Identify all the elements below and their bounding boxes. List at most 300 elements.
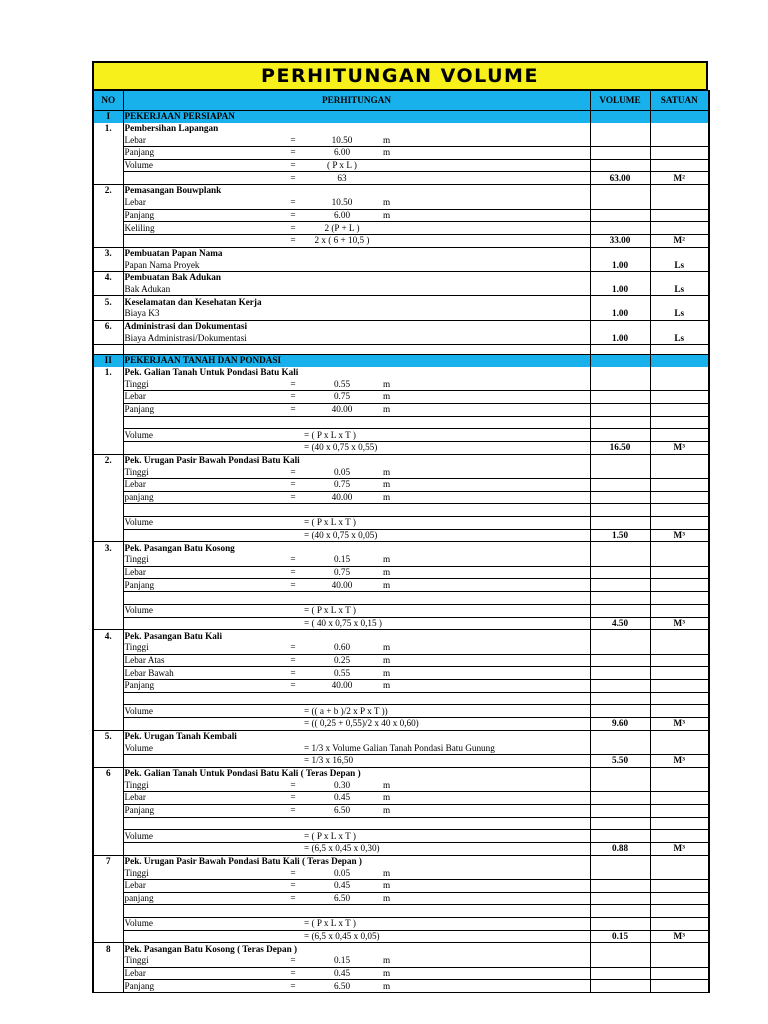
calc-value: 40.00 — [303, 491, 381, 504]
calc-rest — [402, 416, 590, 429]
calc-rest — [402, 172, 590, 185]
calc-satuan — [650, 779, 709, 791]
calc-no — [93, 554, 123, 566]
calc-value — [303, 308, 381, 320]
calc-satuan: Ls — [650, 259, 709, 271]
calc-rest — [402, 692, 590, 705]
calc-unit: m — [381, 667, 402, 680]
calc-unit — [381, 817, 402, 830]
calc-row — [93, 466, 709, 478]
calc-unit: m — [381, 466, 402, 478]
calc-volume — [590, 667, 650, 680]
calc-no — [93, 466, 123, 478]
blank-row — [93, 416, 709, 429]
calc-equals: = — [283, 147, 303, 160]
calc-volume: 1.00 — [590, 259, 650, 271]
blank-row — [93, 504, 709, 517]
calc-label: Lebar Bawah — [123, 667, 283, 680]
calc-row — [93, 967, 709, 980]
item-title: Administrasi dan Dokumentasi — [123, 320, 590, 332]
calc-equals: = — [283, 378, 303, 390]
calc-volume — [590, 478, 650, 491]
item-number: 8 — [93, 943, 123, 955]
calc-unit — [381, 504, 402, 517]
calc-row — [93, 867, 709, 879]
calc-rest — [402, 332, 590, 344]
calc-label — [123, 842, 303, 855]
item-title: Pek. Galian Tanah Untuk Pondasi Batu Kali — [123, 367, 590, 379]
calc-satuan — [650, 579, 709, 592]
calc-value: 6.00 — [303, 147, 381, 160]
spacer-row — [93, 345, 709, 355]
calc-satuan — [650, 679, 709, 692]
calc-equals: = — [283, 391, 303, 404]
calc-value: 0.05 — [303, 867, 381, 879]
item-number: 3. — [93, 542, 123, 554]
calc-no — [93, 172, 123, 185]
calc-unit: m — [381, 980, 402, 993]
calc-no — [93, 955, 123, 967]
calc-row — [93, 134, 709, 146]
calc-no — [93, 403, 123, 416]
calc-volume: 33.00 — [590, 234, 650, 247]
calc-satuan — [650, 892, 709, 905]
item-number: 7 — [93, 855, 123, 867]
calc-label: Volume — [123, 159, 283, 172]
calc-value — [303, 332, 381, 344]
calc-value: 0.45 — [303, 879, 381, 892]
calc-equals — [283, 504, 303, 517]
item-number: 2. — [93, 454, 123, 466]
calc-value: 0.15 — [303, 955, 381, 967]
calc-label — [123, 529, 303, 542]
calc-row — [93, 234, 709, 247]
item-number: 2. — [93, 185, 123, 197]
calc-volume — [590, 654, 650, 667]
calc-satuan: M³ — [650, 930, 709, 943]
calc-value: 6.50 — [303, 892, 381, 905]
calc-value: 40.00 — [303, 579, 381, 592]
calc-row — [93, 718, 709, 731]
blank-row — [93, 905, 709, 918]
section-satuan — [650, 355, 709, 367]
calc-equals — [283, 308, 303, 320]
calc-value — [303, 504, 381, 517]
calc-satuan — [650, 554, 709, 566]
calc-no — [93, 980, 123, 993]
calc-label: Volume — [123, 604, 303, 617]
item-title: Pembersihan Lapangan — [123, 123, 590, 135]
calc-unit: m — [381, 209, 402, 222]
calc-equals — [283, 416, 303, 429]
blank-row — [93, 817, 709, 830]
calc-no — [93, 817, 123, 830]
calc-rest — [402, 566, 590, 579]
item-satuan — [650, 767, 709, 779]
item-satuan — [650, 247, 709, 259]
calc-satuan — [650, 466, 709, 478]
calc-unit — [381, 692, 402, 705]
header-volume: VOLUME — [590, 91, 650, 111]
calc-row — [93, 792, 709, 805]
calc-equals: = — [283, 980, 303, 993]
calc-satuan: M³ — [650, 529, 709, 542]
calc-volume — [590, 879, 650, 892]
calc-no — [93, 842, 123, 855]
calc-value — [303, 416, 381, 429]
sheet-title: PERHITUNGAN VOLUME — [92, 61, 708, 90]
calc-row — [93, 842, 709, 855]
calc-rest — [402, 955, 590, 967]
calc-volume — [590, 566, 650, 579]
calc-equals — [283, 284, 303, 296]
calc-no — [93, 718, 123, 731]
calc-rest — [402, 378, 590, 390]
calc-no — [93, 755, 123, 768]
calc-satuan — [650, 416, 709, 429]
calc-volume — [590, 504, 650, 517]
calc-value: 0.15 — [303, 554, 381, 566]
calc-no — [93, 905, 123, 918]
calc-rest — [402, 197, 590, 209]
item-title-row — [93, 630, 709, 642]
calc-row — [93, 755, 709, 768]
calc-volume: 1.50 — [590, 529, 650, 542]
calc-rest — [402, 579, 590, 592]
calc-value — [303, 817, 381, 830]
calc-label: Tinggi — [123, 642, 283, 654]
calc-volume — [590, 779, 650, 791]
calc-no — [93, 147, 123, 160]
calc-value: 6.50 — [303, 804, 381, 817]
item-title-row — [93, 730, 709, 742]
calc-row — [93, 554, 709, 566]
calc-label: Tinggi — [123, 955, 283, 967]
volume-table — [92, 90, 710, 993]
calc-unit: m — [381, 579, 402, 592]
calc-rest — [402, 879, 590, 892]
no-cell — [93, 345, 123, 355]
calc-volume — [590, 892, 650, 905]
calc-equals: = — [283, 134, 303, 146]
calc-rest — [402, 391, 590, 404]
item-title-row — [93, 320, 709, 332]
calc-equals — [283, 692, 303, 705]
calc-label: Biaya Administrasi/Dokumentasi — [123, 332, 283, 344]
calc-label: Biaya K3 — [123, 308, 283, 320]
section-row — [93, 355, 709, 367]
item-number: 5. — [93, 730, 123, 742]
item-number: 1. — [93, 123, 123, 135]
volume-cell — [590, 345, 650, 355]
calc-label: panjang — [123, 892, 283, 905]
calc-label: panjang — [123, 491, 283, 504]
item-number: 3. — [93, 247, 123, 259]
calc-rest — [402, 804, 590, 817]
calc-equals: = — [283, 667, 303, 680]
calc-volume: 1.00 — [590, 332, 650, 344]
calc-unit: m — [381, 391, 402, 404]
item-title-row — [93, 367, 709, 379]
calc-satuan: M² — [650, 234, 709, 247]
item-title-row — [93, 767, 709, 779]
item-title: Pek. Urugan Pasir Bawah Pondasi Batu Kali ( Teras Depan ) — [123, 855, 590, 867]
calc-row — [93, 441, 709, 454]
calc-value: ( P x L ) — [303, 159, 381, 172]
calc-satuan — [650, 705, 709, 718]
calc-label: Tinggi — [123, 867, 283, 879]
calc-row — [93, 930, 709, 943]
calc-label: Lebar — [123, 478, 283, 491]
calc-volume: 63.00 — [590, 172, 650, 185]
item-satuan — [650, 271, 709, 283]
calc-row — [93, 332, 709, 344]
item-title: Pek. Pasangan Batu Kosong ( Teras Depan ) — [123, 943, 590, 955]
calc-satuan — [650, 592, 709, 605]
calc-label — [123, 441, 303, 454]
calc-equals: = — [283, 222, 303, 235]
calc-row — [93, 517, 709, 530]
blank-row — [93, 692, 709, 705]
calc-label — [123, 592, 283, 605]
calc-row — [93, 642, 709, 654]
calc-unit: m — [381, 147, 402, 160]
calc-row — [93, 617, 709, 630]
item-satuan — [650, 855, 709, 867]
calc-value: 0.55 — [303, 667, 381, 680]
calc-satuan — [650, 391, 709, 404]
calc-volume — [590, 867, 650, 879]
calc-unit: m — [381, 967, 402, 980]
calc-value: 0.60 — [303, 642, 381, 654]
calc-unit — [381, 234, 402, 247]
calc-satuan: Ls — [650, 284, 709, 296]
calc-label: Tinggi — [123, 554, 283, 566]
calc-equals: = — [283, 579, 303, 592]
calc-unit — [381, 222, 402, 235]
calc-formula: = (( a + b )/2 x P x T )) — [303, 705, 590, 718]
calc-rest — [402, 308, 590, 320]
calc-equals: = — [283, 197, 303, 209]
calc-equals: = — [283, 679, 303, 692]
calc-value: 0.75 — [303, 391, 381, 404]
calc-no — [93, 892, 123, 905]
calc-volume — [590, 378, 650, 390]
calc-satuan — [650, 955, 709, 967]
calc-formula: = (40 x 0,75 x 0,55) — [303, 441, 590, 454]
calc-label — [123, 692, 283, 705]
item-satuan — [650, 185, 709, 197]
calc-value: 0.25 — [303, 654, 381, 667]
calc-equals: = — [283, 491, 303, 504]
calc-equals: = — [283, 209, 303, 222]
calc-equals — [283, 259, 303, 271]
calc-equals: = — [283, 879, 303, 892]
calc-satuan — [650, 159, 709, 172]
calc-satuan — [650, 566, 709, 579]
calc-volume — [590, 742, 650, 754]
calc-rest — [402, 504, 590, 517]
item-title: Pembuatan Papan Nama — [123, 247, 590, 259]
item-volume — [590, 123, 650, 135]
calc-equals: = — [283, 554, 303, 566]
calc-label: Lebar — [123, 967, 283, 980]
calc-satuan — [650, 980, 709, 993]
calc-row — [93, 804, 709, 817]
calc-unit — [381, 284, 402, 296]
calc-row — [93, 259, 709, 271]
item-number: 4. — [93, 271, 123, 283]
calc-volume — [590, 792, 650, 805]
calc-label: Volume — [123, 517, 303, 530]
calc-satuan: Ls — [650, 308, 709, 320]
calc-row — [93, 830, 709, 843]
calc-row — [93, 403, 709, 416]
calc-value: 0.45 — [303, 967, 381, 980]
calc-formula: = (6,5 x 0,45 x 0,30) — [303, 842, 590, 855]
calc-unit: m — [381, 566, 402, 579]
calc-volume — [590, 147, 650, 160]
item-satuan — [650, 730, 709, 742]
calc-unit: m — [381, 792, 402, 805]
calc-unit — [381, 905, 402, 918]
calc-row — [93, 579, 709, 592]
calc-volume — [590, 134, 650, 146]
calc-satuan — [650, 147, 709, 160]
calc-unit: m — [381, 134, 402, 146]
calc-label — [123, 416, 283, 429]
calc-label: Lebar — [123, 792, 283, 805]
calc-volume: 1.00 — [590, 308, 650, 320]
item-number: 1. — [93, 367, 123, 379]
item-title-row — [93, 123, 709, 135]
section-volume — [590, 355, 650, 367]
item-title: Pek. Urugan Tanah Kembali — [123, 730, 590, 742]
item-satuan — [650, 367, 709, 379]
calc-volume: 1.00 — [590, 284, 650, 296]
calc-label — [123, 905, 283, 918]
section-number: I — [93, 111, 123, 123]
calc-row — [93, 478, 709, 491]
calc-volume — [590, 517, 650, 530]
calc-equals: = — [283, 804, 303, 817]
calc-volume: 0.88 — [590, 842, 650, 855]
calc-rest — [402, 209, 590, 222]
calc-label: Keliling — [123, 222, 283, 235]
calc-unit: m — [381, 478, 402, 491]
section-row — [93, 111, 709, 123]
calc-row — [93, 654, 709, 667]
item-satuan — [650, 320, 709, 332]
calc-value: 0.05 — [303, 466, 381, 478]
calc-no — [93, 867, 123, 879]
item-volume — [590, 271, 650, 283]
calc-unit — [381, 259, 402, 271]
calc-value: 0.75 — [303, 478, 381, 491]
calc-volume — [590, 980, 650, 993]
calc-label: Volume — [123, 705, 303, 718]
calc-volume — [590, 692, 650, 705]
calc-row — [93, 391, 709, 404]
section-title: PEKERJAAN TANAH DAN PONDASI — [123, 355, 590, 367]
calc-value: 0.30 — [303, 779, 381, 791]
item-title-row — [93, 271, 709, 283]
header-perhitungan: PERHITUNGAN — [123, 91, 590, 111]
calc-satuan: M³ — [650, 842, 709, 855]
calc-rest — [402, 592, 590, 605]
calc-label: Volume — [123, 830, 303, 843]
calc-no — [93, 705, 123, 718]
calc-volume — [590, 579, 650, 592]
calc-equals — [283, 817, 303, 830]
calc-satuan — [650, 742, 709, 754]
calc-volume — [590, 604, 650, 617]
calc-label — [123, 617, 303, 630]
calc-unit: m — [381, 867, 402, 879]
calc-label: Tinggi — [123, 378, 283, 390]
calc-rest — [402, 259, 590, 271]
calc-equals: = — [283, 779, 303, 791]
calc-row — [93, 742, 709, 754]
header-satuan: SATUAN — [650, 91, 709, 111]
calc-unit: m — [381, 955, 402, 967]
calc-satuan — [650, 504, 709, 517]
calc-value: 2 x ( 6 + 10,5 ) — [303, 234, 381, 247]
calc-no — [93, 579, 123, 592]
item-satuan — [650, 542, 709, 554]
calc-rest — [402, 779, 590, 791]
item-title-row — [93, 185, 709, 197]
volume-table-body — [93, 91, 709, 993]
calc-satuan — [650, 667, 709, 680]
calc-equals: = — [283, 159, 303, 172]
calc-label: Lebar — [123, 134, 283, 146]
calc-no — [93, 134, 123, 146]
calc-volume — [590, 705, 650, 718]
calc-no — [93, 222, 123, 235]
calc-volume — [590, 197, 650, 209]
calc-rest — [402, 679, 590, 692]
item-volume — [590, 855, 650, 867]
item-title: Pek. Galian Tanah Untuk Pondasi Batu Kali ( Teras Depan ) — [123, 767, 590, 779]
calc-formula: = ( P x L x T ) — [303, 604, 590, 617]
calc-satuan: Ls — [650, 332, 709, 344]
calc-formula: = ( 40 x 0,75 x 0,15 ) — [303, 617, 590, 630]
calc-no — [93, 679, 123, 692]
calc-row — [93, 980, 709, 993]
calc-row — [93, 892, 709, 905]
calc-satuan — [650, 792, 709, 805]
volume-sheet — [92, 61, 708, 993]
calc-unit: m — [381, 779, 402, 791]
calc-volume: 5.50 — [590, 755, 650, 768]
work-cell — [123, 345, 590, 355]
calc-no — [93, 391, 123, 404]
calc-row — [93, 197, 709, 209]
calc-no — [93, 642, 123, 654]
calc-no — [93, 804, 123, 817]
calc-no — [93, 918, 123, 931]
calc-volume — [590, 391, 650, 404]
calc-no — [93, 604, 123, 617]
calc-no — [93, 692, 123, 705]
calc-volume — [590, 491, 650, 504]
calc-no — [93, 159, 123, 172]
item-title-row — [93, 296, 709, 308]
calc-volume — [590, 955, 650, 967]
item-volume — [590, 296, 650, 308]
calc-unit: m — [381, 654, 402, 667]
